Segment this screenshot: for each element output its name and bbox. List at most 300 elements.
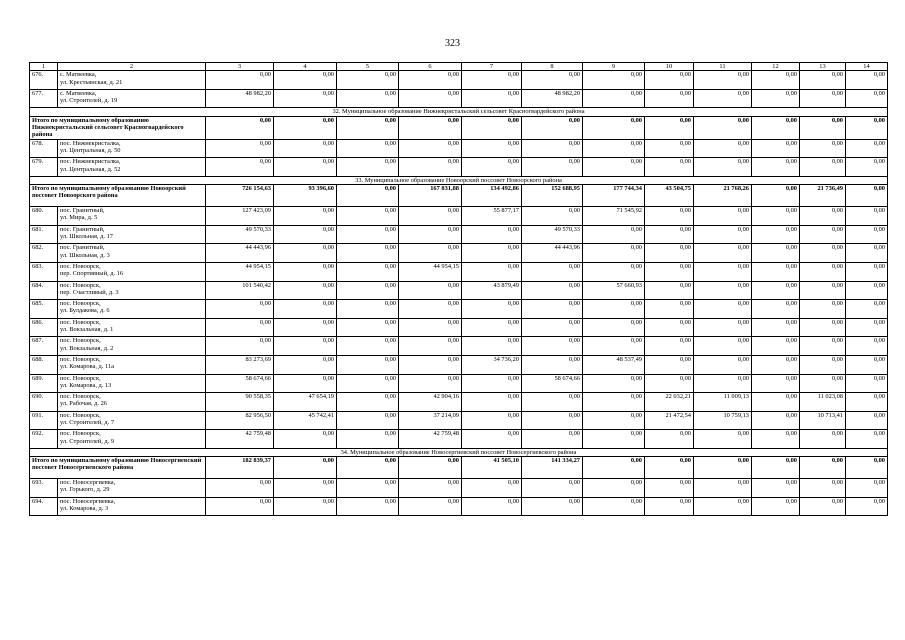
- section-title: 33. Муниципальное образование Новоорский поссовет Новоорского района: [30, 176, 888, 184]
- total-value: 0,00: [800, 457, 846, 479]
- total-value: 0,00: [752, 185, 800, 207]
- total-value: 0,00: [274, 457, 337, 479]
- value-cell: 0,00: [274, 139, 337, 158]
- value-cell: 0,00: [522, 479, 583, 498]
- value-cell: 0,00: [752, 430, 800, 449]
- value-cell: 21 472,54: [645, 411, 694, 430]
- row-number: 686.: [30, 318, 58, 337]
- total-value: 177 744,34: [583, 185, 645, 207]
- value-cell: 0,00: [522, 207, 583, 226]
- total-value: 167 831,88: [399, 185, 462, 207]
- address-cell: [58, 430, 206, 449]
- value-cell: 0,00: [206, 139, 274, 158]
- section-title: 34. Муниципальное образование Новосергиевский поссовет Новосергиевского района: [30, 448, 888, 456]
- value-cell: 0,00: [583, 71, 645, 90]
- value-cell: 0,00: [800, 207, 846, 226]
- address-line-street: ул. Школьная, д. 3: [60, 251, 110, 259]
- table-body: [30, 63, 888, 516]
- total-value: 43 504,75: [645, 185, 694, 207]
- value-cell: 0,00: [274, 225, 337, 244]
- value-cell: 58 674,66: [206, 374, 274, 393]
- value-cell: 0,00: [399, 479, 462, 498]
- table-row: [30, 244, 888, 263]
- total-value: 0,00: [846, 116, 888, 139]
- value-cell: 0,00: [337, 244, 399, 263]
- address-line-settlement: пос. Новоорск,: [60, 374, 101, 382]
- address-line-settlement: пос. Новоорск,: [60, 393, 101, 401]
- value-cell: 0,00: [800, 318, 846, 337]
- value-cell: 10 713,41: [800, 411, 846, 430]
- value-cell: 0,00: [694, 300, 752, 319]
- value-cell: 0,00: [274, 89, 337, 108]
- total-value: 93 396,60: [274, 185, 337, 207]
- value-cell: 0,00: [274, 71, 337, 90]
- value-cell: 0,00: [846, 71, 888, 90]
- table-row: [30, 497, 888, 516]
- address-line-settlement: с. Матвеевка,: [60, 71, 97, 79]
- value-cell: 0,00: [274, 244, 337, 263]
- address-line-settlement: пос. Новоорск,: [60, 281, 101, 289]
- section-title: 32. Муниципальное образование Нижнекристальский сельсовет Красногвардейского района: [30, 108, 888, 116]
- value-cell: 0,00: [694, 374, 752, 393]
- value-cell: 0,00: [522, 430, 583, 449]
- row-number: 684.: [30, 281, 58, 300]
- total-value: 0,00: [645, 116, 694, 139]
- total-value: 0,00: [694, 457, 752, 479]
- value-cell: 0,00: [752, 158, 800, 177]
- value-cell: 0,00: [206, 71, 274, 90]
- address-line-settlement: пос. Новоорск,: [60, 300, 101, 308]
- row-number: 687.: [30, 337, 58, 356]
- column-header: 7: [462, 63, 522, 71]
- value-cell: 0,00: [752, 337, 800, 356]
- value-cell: 0,00: [337, 479, 399, 498]
- table-row: [30, 158, 888, 177]
- column-header-row: [30, 63, 888, 71]
- table-row: [30, 411, 888, 430]
- table-row: [30, 318, 888, 337]
- table-row: [30, 225, 888, 244]
- value-cell: 0,00: [337, 374, 399, 393]
- value-cell: 0,00: [337, 393, 399, 412]
- value-cell: 0,00: [274, 479, 337, 498]
- value-cell: 0,00: [462, 262, 522, 281]
- table-row: [30, 262, 888, 281]
- table-row: [30, 430, 888, 449]
- value-cell: 0,00: [399, 89, 462, 108]
- value-cell: 0,00: [399, 318, 462, 337]
- value-cell: 0,00: [583, 318, 645, 337]
- value-cell: 0,00: [694, 89, 752, 108]
- row-number: 693.: [30, 479, 58, 498]
- total-value: 0,00: [337, 457, 399, 479]
- address-line-settlement: пос. Новоорск,: [60, 355, 101, 363]
- value-cell: 0,00: [846, 374, 888, 393]
- value-cell: 0,00: [583, 244, 645, 263]
- value-cell: 0,00: [462, 411, 522, 430]
- value-cell: 0,00: [583, 139, 645, 158]
- value-cell: 0,00: [645, 158, 694, 177]
- address-line-settlement: пос. Новосергиевка,: [60, 497, 116, 505]
- value-cell: 0,00: [522, 393, 583, 412]
- value-cell: 0,00: [583, 158, 645, 177]
- total-value: 0,00: [337, 185, 399, 207]
- value-cell: 0,00: [645, 337, 694, 356]
- value-cell: 0,00: [337, 430, 399, 449]
- address-line-settlement: пос. Гранитный,: [60, 244, 105, 252]
- total-value: 0,00: [337, 116, 399, 139]
- value-cell: 0,00: [399, 207, 462, 226]
- total-value: 0,00: [206, 116, 274, 139]
- address-line-street: ул. Центральная, д. 50: [60, 146, 121, 154]
- address-cell: [58, 89, 206, 108]
- value-cell: 0,00: [752, 71, 800, 90]
- value-cell: 0,00: [522, 281, 583, 300]
- value-cell: 0,00: [645, 89, 694, 108]
- value-cell: 0,00: [399, 244, 462, 263]
- value-cell: 0,00: [462, 393, 522, 412]
- value-cell: 0,00: [399, 300, 462, 319]
- total-value: 21 768,26: [694, 185, 752, 207]
- total-label: Итого по муниципальному образованию Новоорский поссовет Новоорского района: [30, 185, 206, 207]
- value-cell: 0,00: [274, 497, 337, 516]
- value-cell: 0,00: [694, 158, 752, 177]
- value-cell: 0,00: [337, 497, 399, 516]
- value-cell: 0,00: [274, 158, 337, 177]
- address-line-street: ул. Центральная, д. 52: [60, 165, 121, 173]
- row-number: 689.: [30, 374, 58, 393]
- value-cell: 0,00: [399, 337, 462, 356]
- table-row: [30, 393, 888, 412]
- section-header-row: [30, 108, 888, 116]
- column-header: 8: [522, 63, 583, 71]
- value-cell: 0,00: [694, 262, 752, 281]
- value-cell: 0,00: [206, 497, 274, 516]
- value-cell: 0,00: [337, 262, 399, 281]
- address-cell: [58, 479, 206, 498]
- value-cell: 0,00: [800, 262, 846, 281]
- value-cell: 0,00: [337, 355, 399, 374]
- value-cell: 0,00: [645, 225, 694, 244]
- value-cell: 0,00: [583, 262, 645, 281]
- value-cell: 58 674,66: [522, 374, 583, 393]
- value-cell: 0,00: [752, 207, 800, 226]
- address-line-street: пер. Спортивный, д. 16: [60, 270, 124, 278]
- value-cell: 10 759,13: [694, 411, 752, 430]
- value-cell: 0,00: [462, 430, 522, 449]
- row-number: 690.: [30, 393, 58, 412]
- total-value: 0,00: [800, 116, 846, 139]
- value-cell: 0,00: [645, 281, 694, 300]
- address-line-settlement: пос. Гранитный,: [60, 225, 105, 233]
- table-row: [30, 139, 888, 158]
- value-cell: 0,00: [337, 411, 399, 430]
- row-number: 676.: [30, 71, 58, 90]
- address-line-street: ул. Горького, д. 29: [60, 486, 110, 494]
- address-cell: [58, 262, 206, 281]
- value-cell: 0,00: [846, 281, 888, 300]
- value-cell: 0,00: [846, 225, 888, 244]
- value-cell: 34 736,20: [462, 355, 522, 374]
- value-cell: 0,00: [645, 479, 694, 498]
- value-cell: 42 904,16: [399, 393, 462, 412]
- column-header: 10: [645, 63, 694, 71]
- value-cell: 0,00: [752, 497, 800, 516]
- address-line-settlement: пос. Новосергиевка,: [60, 479, 116, 487]
- table-row: [30, 337, 888, 356]
- value-cell: 42 759,48: [206, 430, 274, 449]
- value-cell: 48 982,20: [522, 89, 583, 108]
- value-cell: 0,00: [694, 337, 752, 356]
- value-cell: 0,00: [752, 225, 800, 244]
- value-cell: 0,00: [846, 262, 888, 281]
- value-cell: 0,00: [462, 89, 522, 108]
- address-line-street: ул. Крестьянская, д. 21: [60, 78, 123, 86]
- address-cell: [58, 225, 206, 244]
- value-cell: 0,00: [462, 318, 522, 337]
- value-cell: 0,00: [206, 318, 274, 337]
- address-line-settlement: пос. Новоорск,: [60, 411, 101, 419]
- value-cell: 0,00: [645, 139, 694, 158]
- page-number: 323: [445, 38, 460, 49]
- value-cell: 0,00: [206, 158, 274, 177]
- address-line-settlement: пос. Нижнекристалка,: [60, 139, 121, 147]
- value-cell: 0,00: [752, 355, 800, 374]
- value-cell: 0,00: [800, 374, 846, 393]
- value-cell: 0,00: [399, 139, 462, 158]
- row-number: 679.: [30, 158, 58, 177]
- address-line-settlement: пос. Нижнекристалка,: [60, 158, 121, 166]
- value-cell: 0,00: [846, 497, 888, 516]
- value-cell: 0,00: [337, 318, 399, 337]
- value-cell: 0,00: [462, 158, 522, 177]
- column-header: 13: [800, 63, 846, 71]
- address-cell: [58, 411, 206, 430]
- value-cell: 0,00: [337, 337, 399, 356]
- value-cell: 0,00: [752, 393, 800, 412]
- total-value: 41 505,10: [462, 457, 522, 479]
- value-cell: 55 877,17: [462, 207, 522, 226]
- total-value: 182 839,37: [206, 457, 274, 479]
- value-cell: 0,00: [399, 281, 462, 300]
- address-cell: [58, 337, 206, 356]
- value-cell: 0,00: [645, 244, 694, 263]
- value-cell: 11 009,13: [694, 393, 752, 412]
- total-value: 0,00: [846, 457, 888, 479]
- address-line-street: ул. Мира, д. 5: [60, 214, 98, 222]
- table-row: [30, 355, 888, 374]
- value-cell: 0,00: [206, 300, 274, 319]
- value-cell: 0,00: [337, 71, 399, 90]
- address-line-settlement: пос. Новоорск,: [60, 430, 101, 438]
- value-cell: 0,00: [846, 393, 888, 412]
- value-cell: 0,00: [800, 158, 846, 177]
- total-value: 0,00: [274, 116, 337, 139]
- value-cell: 0,00: [522, 497, 583, 516]
- table-row: [30, 479, 888, 498]
- address-line-street: пер. Счастливый, д. 3: [60, 288, 119, 296]
- value-cell: 71 545,92: [583, 207, 645, 226]
- value-cell: 0,00: [846, 479, 888, 498]
- total-value: 152 688,95: [522, 185, 583, 207]
- value-cell: 49 570,33: [522, 225, 583, 244]
- value-cell: 0,00: [583, 300, 645, 319]
- value-cell: 0,00: [800, 244, 846, 263]
- address-line-street: ул. Комарова, д. 13: [60, 381, 112, 389]
- value-cell: 0,00: [694, 225, 752, 244]
- address-line-settlement: пос. Новоорск,: [60, 318, 101, 326]
- value-cell: 48 982,20: [206, 89, 274, 108]
- value-cell: 0,00: [752, 262, 800, 281]
- value-cell: 44 443,96: [206, 244, 274, 263]
- total-value: 0,00: [583, 116, 645, 139]
- value-cell: 0,00: [399, 158, 462, 177]
- column-header: 1: [30, 63, 58, 71]
- value-cell: 0,00: [274, 430, 337, 449]
- value-cell: 0,00: [752, 281, 800, 300]
- value-cell: 0,00: [752, 244, 800, 263]
- value-cell: 47 654,19: [274, 393, 337, 412]
- value-cell: 0,00: [583, 337, 645, 356]
- value-cell: 0,00: [800, 497, 846, 516]
- value-cell: 0,00: [645, 374, 694, 393]
- column-header: 2: [58, 63, 206, 71]
- row-number: 694.: [30, 497, 58, 516]
- value-cell: 0,00: [462, 225, 522, 244]
- address-cell: [58, 300, 206, 319]
- value-cell: 0,00: [274, 207, 337, 226]
- value-cell: 0,00: [800, 300, 846, 319]
- value-cell: 0,00: [399, 374, 462, 393]
- value-cell: 0,00: [846, 139, 888, 158]
- value-cell: 0,00: [274, 337, 337, 356]
- row-number: 692.: [30, 430, 58, 449]
- address-line-settlement: пос. Новоорск,: [60, 262, 101, 270]
- value-cell: 82 956,50: [206, 411, 274, 430]
- address-line-street: ул. Булдакова, д. 6: [60, 307, 110, 315]
- table-row: [30, 300, 888, 319]
- total-value: 0,00: [846, 185, 888, 207]
- table-row: [30, 281, 888, 300]
- value-cell: 0,00: [645, 207, 694, 226]
- value-cell: 0,00: [752, 139, 800, 158]
- total-value: 0,00: [583, 457, 645, 479]
- section-header-row: [30, 448, 888, 456]
- value-cell: 0,00: [800, 355, 846, 374]
- value-cell: 0,00: [752, 89, 800, 108]
- value-cell: 42 759,48: [399, 430, 462, 449]
- value-cell: 44 954,15: [399, 262, 462, 281]
- value-cell: 0,00: [583, 225, 645, 244]
- value-cell: 0,00: [462, 300, 522, 319]
- value-cell: 0,00: [206, 337, 274, 356]
- total-value: 0,00: [462, 116, 522, 139]
- value-cell: 0,00: [694, 355, 752, 374]
- total-row: [30, 457, 888, 479]
- address-cell: [58, 158, 206, 177]
- value-cell: 0,00: [274, 355, 337, 374]
- address-cell: [58, 393, 206, 412]
- address-cell: [58, 71, 206, 90]
- value-cell: 0,00: [583, 479, 645, 498]
- column-header: 6: [399, 63, 462, 71]
- total-value: 0,00: [752, 116, 800, 139]
- total-row: [30, 116, 888, 139]
- value-cell: 0,00: [462, 374, 522, 393]
- value-cell: 0,00: [694, 281, 752, 300]
- value-cell: 0,00: [694, 139, 752, 158]
- value-cell: 0,00: [583, 374, 645, 393]
- value-cell: 0,00: [694, 318, 752, 337]
- value-cell: 0,00: [645, 318, 694, 337]
- address-line-street: ул. Комарова, д. 11а: [60, 363, 114, 371]
- value-cell: 0,00: [846, 355, 888, 374]
- value-cell: 0,00: [752, 479, 800, 498]
- value-cell: 0,00: [846, 318, 888, 337]
- column-header: 9: [583, 63, 645, 71]
- value-cell: 0,00: [846, 300, 888, 319]
- value-cell: 0,00: [337, 281, 399, 300]
- value-cell: 0,00: [399, 71, 462, 90]
- address-line-settlement: пос. Гранитный,: [60, 207, 105, 215]
- address-cell: [58, 355, 206, 374]
- address-line-street: ул. Комарова, д. 3: [60, 505, 109, 513]
- value-cell: 0,00: [337, 300, 399, 319]
- value-cell: 0,00: [522, 318, 583, 337]
- value-cell: 0,00: [522, 139, 583, 158]
- value-cell: 0,00: [800, 479, 846, 498]
- value-cell: 0,00: [522, 355, 583, 374]
- value-cell: 83 273,69: [206, 355, 274, 374]
- value-cell: 45 742,41: [274, 411, 337, 430]
- value-cell: 57 660,93: [583, 281, 645, 300]
- value-cell: 0,00: [462, 139, 522, 158]
- value-cell: 0,00: [846, 207, 888, 226]
- address-cell: [58, 207, 206, 226]
- value-cell: 22 032,21: [645, 393, 694, 412]
- address-cell: [58, 139, 206, 158]
- data-table: [29, 62, 888, 516]
- address-line-street: ул. Строителей, д. 19: [60, 97, 118, 105]
- value-cell: 49 570,33: [206, 225, 274, 244]
- value-cell: 0,00: [752, 300, 800, 319]
- value-cell: 0,00: [583, 430, 645, 449]
- value-cell: 0,00: [583, 497, 645, 516]
- total-value: 726 154,63: [206, 185, 274, 207]
- address-cell: [58, 318, 206, 337]
- total-value: 0,00: [645, 457, 694, 479]
- value-cell: 0,00: [522, 158, 583, 177]
- total-value: 141 334,27: [522, 457, 583, 479]
- total-value: 21 736,49: [800, 185, 846, 207]
- total-value: 0,00: [752, 457, 800, 479]
- value-cell: 0,00: [752, 318, 800, 337]
- row-number: 677.: [30, 89, 58, 108]
- value-cell: 44 443,96: [522, 244, 583, 263]
- value-cell: 11 023,08: [800, 393, 846, 412]
- value-cell: 0,00: [694, 479, 752, 498]
- total-value: 0,00: [694, 116, 752, 139]
- address-cell: [58, 497, 206, 516]
- value-cell: 0,00: [583, 411, 645, 430]
- value-cell: 0,00: [846, 430, 888, 449]
- value-cell: 0,00: [694, 71, 752, 90]
- value-cell: 0,00: [583, 89, 645, 108]
- address-cell: [58, 281, 206, 300]
- row-number: 682.: [30, 244, 58, 263]
- value-cell: 0,00: [522, 300, 583, 319]
- value-cell: 0,00: [800, 139, 846, 158]
